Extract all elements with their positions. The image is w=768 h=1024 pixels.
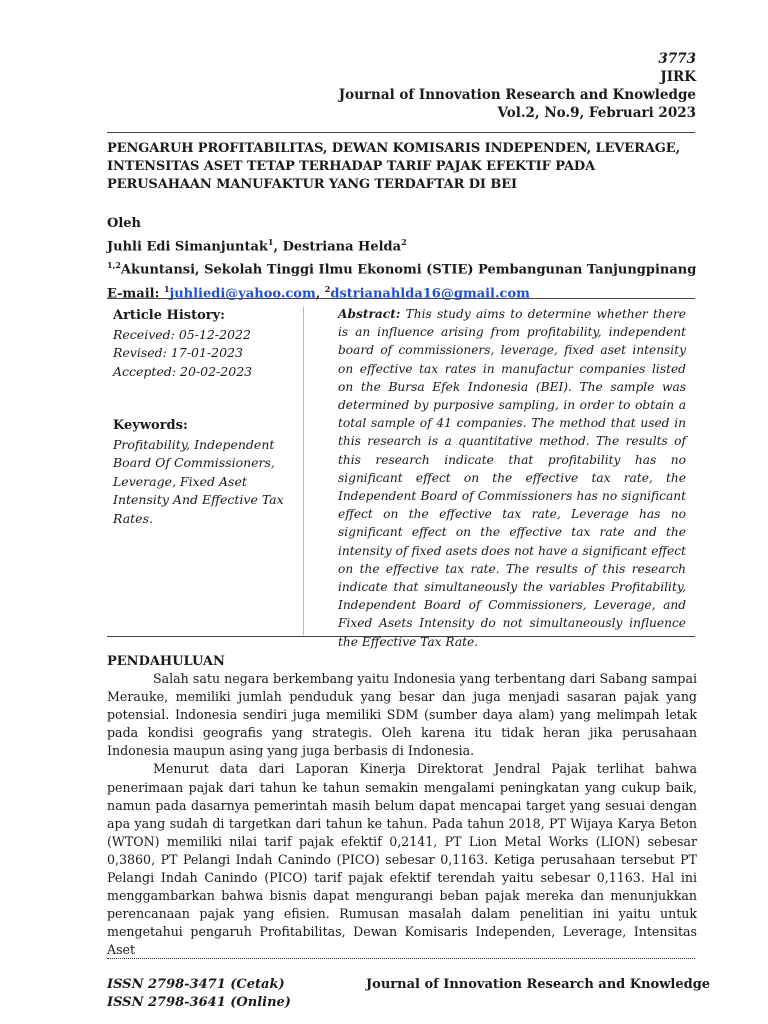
journal-volume: Vol.2, No.9, Februari 2023 bbox=[497, 105, 696, 121]
paper-title: PENGARUH PROFITABILITAS, DEWAN KOMISARIS INDEPENDEN, LEVERAGE, INTENSITAS ASET TETAP TERHADAP TARIF PAJAK EFEKTIF PADA PERUSAHAAN MANUFAKTUR YANG TERDAFTAR DI BEI bbox=[107, 141, 681, 192]
keywords-label: Keywords: bbox=[113, 418, 188, 433]
email-line bbox=[107, 280, 707, 303]
affiliation bbox=[107, 256, 707, 279]
body-text bbox=[107, 670, 697, 960]
paragraph: Salah satu negara berkembang yaitu Indonesia yang terbentang dari Sabang sampai Merauke, memiliki jumlah penduduk yang besar dan juga menjadi sasaran pajak yang potensial. Indonesia sendiri juga memiliki SDM (sumber daya alam) yang melimpah letak pada kondisi geografis yang strategis. Oleh karena itu tidak heran jika perusahaan Indonesia maupun asing yang juga berbasis di Indonesia. bbox=[107, 671, 697, 759]
issn-print: ISSN 2798-3471 (Cetak) bbox=[107, 977, 285, 992]
author-2: Destriana Helda bbox=[282, 239, 402, 255]
abstract-label: Abstract: bbox=[338, 307, 401, 321]
article-history-label: Article History: bbox=[113, 308, 225, 323]
page-number: 3773 bbox=[658, 51, 696, 67]
by-label: Oleh bbox=[107, 216, 141, 231]
article-history bbox=[113, 307, 293, 381]
section-heading: PENDAHULUAN bbox=[107, 654, 225, 669]
revised-date: Revised: 17-01-2023 bbox=[113, 345, 243, 360]
author-1-sup: 1 bbox=[267, 237, 274, 247]
email-2-sup: 2 bbox=[324, 283, 331, 294]
keywords-text: Profitability, Independent Board Of Commissioners, Leverage, Fixed Aset Intensity And Effective Tax Rates. bbox=[113, 436, 284, 526]
author-block bbox=[107, 215, 707, 303]
abstract-top-rule bbox=[107, 298, 695, 299]
running-header bbox=[339, 50, 696, 122]
received-date: Received: 05-12-2022 bbox=[113, 326, 251, 342]
email-1-sup: 1 bbox=[163, 283, 170, 294]
abstract-text: This study aims to determine whether there is an influence arising from profitability, independent board of commissioners, leverage, fixed aset intensity on effective tax rates in manufactur companies listed on the Bursa Efek Indonesia (BEI). The sample was determined by purposive sampling, in order to obtain a total sample of 41 companies. The method that used in this research is a quantitative method. The results of this research indicate that profitability has no significant effect on the effective tax rate, the Independent Board of Commissioners has no significant effect on the effective tax rate, Leverage has no significant effect on the effective tax rate and the intensity of fixed asets does not have a significant effect on the effective tax rate. The results of this research indicate that simultaneously the variables Profitability, Independent Board of Commissioners, Leverage, and Fixed Asets Intensity do not simultaneously influence the Effective Tax Rate. bbox=[338, 307, 686, 649]
footer-journal-name: Journal of Innovation Research and Knowledge bbox=[366, 977, 711, 992]
journal-abbreviation: JIRK bbox=[660, 69, 696, 85]
author-separator: , bbox=[273, 239, 283, 255]
author-2-sup: 2 bbox=[401, 237, 407, 247]
footer-dotted-rule bbox=[107, 958, 695, 959]
affiliation-sup: 1,2 bbox=[107, 260, 121, 271]
abstract-bottom-rule bbox=[107, 636, 695, 637]
journal-name: Journal of Innovation Research and Knowledge bbox=[338, 87, 696, 103]
email-separator: , bbox=[315, 285, 325, 301]
email-label: E-mail: bbox=[107, 285, 164, 301]
abstract bbox=[338, 305, 686, 651]
email-1-link[interactable]: juhliedi@yahoo.com bbox=[169, 285, 316, 301]
author-names bbox=[107, 233, 707, 256]
affiliation-text: Akuntansi, Sekolah Tinggi Ilmu Ekonomi (STIE) Pembangunan Tanjungpinang bbox=[120, 262, 697, 278]
email-2-link[interactable]: dstrianahlda16@gmail.com bbox=[330, 285, 530, 301]
column-divider bbox=[303, 307, 304, 635]
header-rule bbox=[107, 132, 695, 133]
accepted-date: Accepted: 20-02-2023 bbox=[113, 363, 253, 379]
issn-online: ISSN 2798-3641 (Online) bbox=[107, 995, 291, 1010]
author-1: Juhli Edi Simanjuntak bbox=[107, 239, 268, 255]
keywords-block bbox=[113, 417, 303, 528]
paragraph: Menurut data dari Laporan Kinerja Direktorat Jendral Pajak terlihat bahwa penerimaan pajak dari tahun ke tahun semakin mengalami peningkatan yang cukup baik, namun pada dasarnya pemerintah masih belum dapat mencapai target yang sesuai dengan apa yang sudah di targetkan dari tahun ke tahun. Pada tahun 2018, PT Wijaya Karya Beton (WTON) memiliki nilai tarif pajak efektif 0,2141, PT Lion Metal Works (LION) sebesar 0,3860, PT Pelangi Indah Canindo (PICO) sebesar 0,1163. Ketiga perusahaan tersebut PT Pelangi Indah Canindo (PICO) tarif pajak efektif terendah yaitu sebesar 0,1163. Hal ini menggambarkan bahwa bisnis dapat mengurangi beban pajak mereka dan menunjukkan perencanaan pajak yang efisien. Rumusan masalah dalam penelitian ini yaitu untuk mengetahui pengaruh Profitabilitas, Dewan Komisaris Independen, Leverage, Intensitas Aset bbox=[107, 761, 697, 958]
issn-block bbox=[107, 976, 291, 1012]
